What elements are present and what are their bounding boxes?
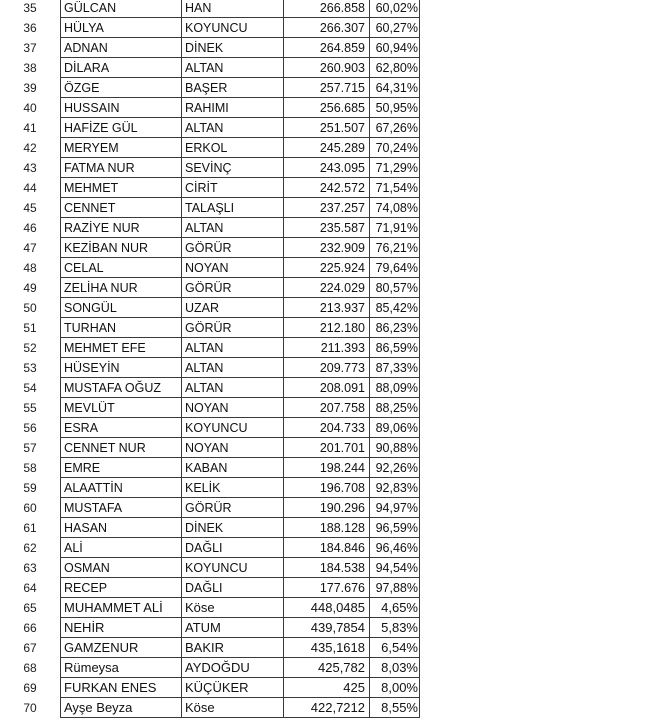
last-name-cell[interactable]: UZAR <box>182 298 284 318</box>
table-row <box>0 318 420 338</box>
table-row <box>0 158 420 178</box>
table-row <box>0 358 420 378</box>
percent-cell[interactable]: 92,83% <box>370 478 420 498</box>
last-name-cell[interactable]: ALTAN <box>182 58 284 78</box>
first-name-cell[interactable]: HUSSAIN <box>60 98 182 118</box>
row-number-cell: 43 <box>23 161 37 175</box>
percent-cell[interactable]: 94,54% <box>370 558 420 578</box>
percent-cell[interactable]: 87,33% <box>370 358 420 378</box>
score-cell[interactable]: 225.924 <box>284 258 370 278</box>
score-cell[interactable]: 224.029 <box>284 278 370 298</box>
first-name-cell[interactable]: EMRE <box>60 458 182 478</box>
score-cell[interactable]: 242.572 <box>284 178 370 198</box>
score-cell[interactable]: 237.257 <box>284 198 370 218</box>
percent-cell[interactable]: 89,06% <box>370 418 420 438</box>
last-name-cell[interactable]: NOYAN <box>182 438 284 458</box>
row-number-cell: 65 <box>23 601 37 615</box>
first-name-cell[interactable]: TURHAN <box>60 318 182 338</box>
last-name-cell[interactable]: KOYUNCU <box>182 418 284 438</box>
row-number-cell: 41 <box>23 121 37 135</box>
row-number-cell: 45 <box>23 201 37 215</box>
last-name-cell[interactable]: TALAŞLI <box>182 198 284 218</box>
last-name-cell[interactable]: KOYUNCU <box>182 18 284 38</box>
table-row <box>0 198 420 218</box>
row-number-cell: 60 <box>23 501 37 515</box>
score-cell[interactable]: 184.538 <box>284 558 370 578</box>
first-name-cell[interactable]: ZELİHA NUR <box>60 278 182 298</box>
first-name-cell[interactable]: MERYEM <box>60 138 182 158</box>
percent-cell[interactable]: 94,97% <box>370 498 420 518</box>
percent-cell[interactable]: 79,64% <box>370 258 420 278</box>
row-number-cell: 37 <box>23 41 37 55</box>
last-name-cell[interactable]: ALTAN <box>182 378 284 398</box>
percent-cell[interactable]: 71,29% <box>370 158 420 178</box>
table-row <box>0 578 420 598</box>
table-row <box>0 118 420 138</box>
score-cell[interactable]: 264.859 <box>284 38 370 58</box>
table-row <box>0 618 420 638</box>
row-number-cell: 42 <box>23 141 37 155</box>
score-cell[interactable]: 425 <box>284 678 370 698</box>
score-cell[interactable]: 188.128 <box>284 518 370 538</box>
row-number-cell: 47 <box>23 241 37 255</box>
last-name-cell[interactable]: ATUM <box>182 618 284 638</box>
first-name-cell[interactable]: MEVLÜT <box>60 398 182 418</box>
first-name-cell[interactable]: Rümeysa <box>60 658 182 678</box>
row-number-cell: 36 <box>23 21 37 35</box>
last-name-cell[interactable]: Köse <box>182 698 284 718</box>
table-row <box>0 418 420 438</box>
percent-cell[interactable]: 96,46% <box>370 538 420 558</box>
score-cell[interactable]: 266.858 <box>284 0 370 18</box>
score-cell[interactable]: 211.393 <box>284 338 370 358</box>
score-cell[interactable]: 213.937 <box>284 298 370 318</box>
row-number-cell: 50 <box>23 301 37 315</box>
last-name-cell[interactable]: GÖRÜR <box>182 238 284 258</box>
score-cell[interactable]: 198.244 <box>284 458 370 478</box>
first-name-cell[interactable]: ESRA <box>60 418 182 438</box>
last-name-cell[interactable]: KELİK <box>182 478 284 498</box>
first-name-cell[interactable]: ALİ <box>60 538 182 558</box>
score-cell[interactable]: 209.773 <box>284 358 370 378</box>
percent-cell[interactable]: 88,25% <box>370 398 420 418</box>
first-name-cell[interactable]: ADNAN <box>60 38 182 58</box>
score-cell[interactable]: 235.587 <box>284 218 370 238</box>
percent-cell[interactable]: 70,24% <box>370 138 420 158</box>
first-name-cell[interactable]: NEHİR <box>60 618 182 638</box>
percent-cell[interactable]: 88,09% <box>370 378 420 398</box>
score-cell[interactable]: 243.095 <box>284 158 370 178</box>
table-row <box>0 638 420 658</box>
row-number-cell: 58 <box>23 461 37 475</box>
first-name-cell[interactable]: FATMA NUR <box>60 158 182 178</box>
percent-cell[interactable]: 76,21% <box>370 238 420 258</box>
last-name-cell[interactable]: AYDOĞDU <box>182 658 284 678</box>
percent-cell[interactable]: 90,88% <box>370 438 420 458</box>
row-number-cell: 61 <box>23 521 37 535</box>
table-row <box>0 538 420 558</box>
last-name-cell[interactable]: Köse <box>182 598 284 618</box>
percent-cell[interactable]: 80,57% <box>370 278 420 298</box>
row-number-cell: 52 <box>23 341 37 355</box>
row-number-cell: 35 <box>23 1 37 15</box>
score-cell[interactable]: 208.091 <box>284 378 370 398</box>
percent-cell[interactable]: 4,65% <box>370 598 420 618</box>
table-row <box>0 298 420 318</box>
last-name-cell[interactable]: KABAN <box>182 458 284 478</box>
table-row <box>0 18 420 38</box>
percent-cell[interactable]: 86,23% <box>370 318 420 338</box>
score-cell[interactable]: 201.701 <box>284 438 370 458</box>
row-number-cell: 49 <box>23 281 37 295</box>
last-name-cell[interactable]: BAKIR <box>182 638 284 658</box>
percent-cell[interactable]: 96,59% <box>370 518 420 538</box>
first-name-cell[interactable]: MUHAMMET ALİ <box>60 598 182 618</box>
last-name-cell[interactable]: SEVİNÇ <box>182 158 284 178</box>
first-name-cell[interactable]: Ayşe Beyza <box>60 698 182 718</box>
first-name-cell[interactable]: MUSTAFA <box>60 498 182 518</box>
table-row <box>0 398 420 418</box>
first-name-cell[interactable]: HÜSEYİN <box>60 358 182 378</box>
table-row <box>0 218 420 238</box>
last-name-cell[interactable]: DAĞLI <box>182 578 284 598</box>
table-row <box>0 98 420 118</box>
first-name-cell[interactable]: ÖZGE <box>60 78 182 98</box>
percent-cell[interactable]: 64,31% <box>370 78 420 98</box>
row-number-cell: 57 <box>23 441 37 455</box>
score-cell[interactable]: 245.289 <box>284 138 370 158</box>
first-name-cell[interactable]: MUSTAFA OĞUZ <box>60 378 182 398</box>
percent-cell[interactable]: 67,26% <box>370 118 420 138</box>
table-row <box>0 338 420 358</box>
score-cell[interactable]: 207.758 <box>284 398 370 418</box>
table-row <box>0 498 420 518</box>
score-cell[interactable]: 232.909 <box>284 238 370 258</box>
table-row <box>0 58 420 78</box>
last-name-cell[interactable]: HAN <box>182 0 284 18</box>
percent-cell[interactable]: 92,26% <box>370 458 420 478</box>
first-name-cell[interactable]: GÜLCAN <box>60 0 182 18</box>
table-row <box>0 178 420 198</box>
percent-cell[interactable]: 8,55% <box>370 698 420 718</box>
score-cell[interactable]: 212.180 <box>284 318 370 338</box>
row-number-cell: 69 <box>23 681 37 695</box>
table-row <box>0 598 420 618</box>
first-name-cell[interactable]: KEZİBAN NUR <box>60 238 182 258</box>
row-number-cell: 59 <box>23 481 37 495</box>
percent-cell[interactable]: 97,88% <box>370 578 420 598</box>
first-name-cell[interactable]: CELAL <box>60 258 182 278</box>
last-name-cell[interactable]: ALTAN <box>182 218 284 238</box>
first-name-cell[interactable]: OSMAN <box>60 558 182 578</box>
table-row <box>0 258 420 278</box>
first-name-cell[interactable]: CENNET NUR <box>60 438 182 458</box>
row-number-cell: 53 <box>23 361 37 375</box>
percent-cell[interactable]: 8,03% <box>370 658 420 678</box>
score-cell[interactable]: 435,1618 <box>284 638 370 658</box>
row-number-cell: 68 <box>23 661 37 675</box>
last-name-cell[interactable]: ALTAN <box>182 358 284 378</box>
table-row <box>0 678 420 698</box>
first-name-cell[interactable]: DİLARA <box>60 58 182 78</box>
score-cell[interactable]: 251.507 <box>284 118 370 138</box>
last-name-cell[interactable]: KÜÇÜKER <box>182 678 284 698</box>
row-number-cell: 64 <box>23 581 37 595</box>
first-name-cell[interactable]: ALAATTİN <box>60 478 182 498</box>
last-name-cell[interactable]: ERKOL <box>182 138 284 158</box>
last-name-cell[interactable]: DAĞLI <box>182 538 284 558</box>
score-cell[interactable]: 257.715 <box>284 78 370 98</box>
first-name-cell[interactable]: SONGÜL <box>60 298 182 318</box>
row-number-cell: 66 <box>23 621 37 635</box>
percent-cell[interactable]: 85,42% <box>370 298 420 318</box>
last-name-cell[interactable]: CİRİT <box>182 178 284 198</box>
percent-cell[interactable]: 6,54% <box>370 638 420 658</box>
table-row <box>0 38 420 58</box>
percent-cell[interactable]: 62,80% <box>370 58 420 78</box>
table-row <box>0 378 420 398</box>
score-cell[interactable]: 425,782 <box>284 658 370 678</box>
score-cell[interactable]: 177.676 <box>284 578 370 598</box>
score-cell[interactable]: 184.846 <box>284 538 370 558</box>
table-row <box>0 478 420 498</box>
table-row <box>0 518 420 538</box>
last-name-cell[interactable]: NOYAN <box>182 398 284 418</box>
score-cell[interactable]: 196.708 <box>284 478 370 498</box>
first-name-cell[interactable]: RECEP <box>60 578 182 598</box>
last-name-cell[interactable]: ALTAN <box>182 338 284 358</box>
score-cell[interactable]: 448,0485 <box>284 598 370 618</box>
row-number-cell: 56 <box>23 421 37 435</box>
table-row <box>0 558 420 578</box>
last-name-cell[interactable]: GÖRÜR <box>182 318 284 338</box>
percent-cell[interactable]: 8,00% <box>370 678 420 698</box>
percent-cell[interactable]: 50,95% <box>370 98 420 118</box>
percent-cell[interactable]: 60,02% <box>370 0 420 18</box>
row-number-cell: 55 <box>23 401 37 415</box>
table-row <box>0 458 420 478</box>
score-cell[interactable]: 439,7854 <box>284 618 370 638</box>
row-number-cell: 39 <box>23 81 37 95</box>
score-cell[interactable]: 190.296 <box>284 498 370 518</box>
percent-cell[interactable]: 71,91% <box>370 218 420 238</box>
first-name-cell[interactable]: HÜLYA <box>60 18 182 38</box>
table-row <box>0 0 420 18</box>
first-name-cell[interactable]: MEHMET EFE <box>60 338 182 358</box>
table-row <box>0 78 420 98</box>
score-cell[interactable]: 256.685 <box>284 98 370 118</box>
last-name-cell[interactable]: GÖRÜR <box>182 498 284 518</box>
last-name-cell[interactable]: NOYAN <box>182 258 284 278</box>
score-cell[interactable]: 266.307 <box>284 18 370 38</box>
first-name-cell[interactable]: RAZİYE NUR <box>60 218 182 238</box>
row-number-cell: 46 <box>23 221 37 235</box>
percent-cell[interactable]: 74,08% <box>370 198 420 218</box>
row-number-cell: 62 <box>23 541 37 555</box>
row-number-cell: 67 <box>23 641 37 655</box>
score-cell[interactable]: 260.903 <box>284 58 370 78</box>
table-row <box>0 438 420 458</box>
first-name-cell[interactable]: MEHMET <box>60 178 182 198</box>
row-number-cell: 63 <box>23 561 37 575</box>
first-name-cell[interactable]: FURKAN ENES <box>60 678 182 698</box>
first-name-cell[interactable]: GAMZENUR <box>60 638 182 658</box>
last-name-cell[interactable]: KOYUNCU <box>182 558 284 578</box>
first-name-cell[interactable]: HAFİZE GÜL <box>60 118 182 138</box>
last-name-cell[interactable]: DİNEK <box>182 38 284 58</box>
percent-cell[interactable]: 60,27% <box>370 18 420 38</box>
first-name-cell[interactable]: CENNET <box>60 198 182 218</box>
row-number-cell: 40 <box>23 101 37 115</box>
score-cell[interactable]: 204.733 <box>284 418 370 438</box>
table-row <box>0 238 420 258</box>
row-number-cell: 51 <box>23 321 37 335</box>
table-row <box>0 278 420 298</box>
last-name-cell[interactable]: DİNEK <box>182 518 284 538</box>
row-number-cell: 44 <box>23 181 37 195</box>
row-number-cell: 38 <box>23 61 37 75</box>
percent-cell[interactable]: 86,59% <box>370 338 420 358</box>
last-name-cell[interactable]: ALTAN <box>182 118 284 138</box>
row-number-cell: 70 <box>23 701 37 715</box>
row-number-cell: 54 <box>23 381 37 395</box>
row-number-cell: 48 <box>23 261 37 275</box>
percent-cell[interactable]: 5,83% <box>370 618 420 638</box>
first-name-cell[interactable]: HASAN <box>60 518 182 538</box>
score-cell[interactable]: 422,7212 <box>284 698 370 718</box>
last-name-cell[interactable]: BAŞER <box>182 78 284 98</box>
percent-cell[interactable]: 71,54% <box>370 178 420 198</box>
percent-cell[interactable]: 60,94% <box>370 38 420 58</box>
table-row <box>0 698 420 718</box>
table-row <box>0 138 420 158</box>
table-row <box>0 658 420 678</box>
last-name-cell[interactable]: RAHIMI <box>182 98 284 118</box>
last-name-cell[interactable]: GÖRÜR <box>182 278 284 298</box>
